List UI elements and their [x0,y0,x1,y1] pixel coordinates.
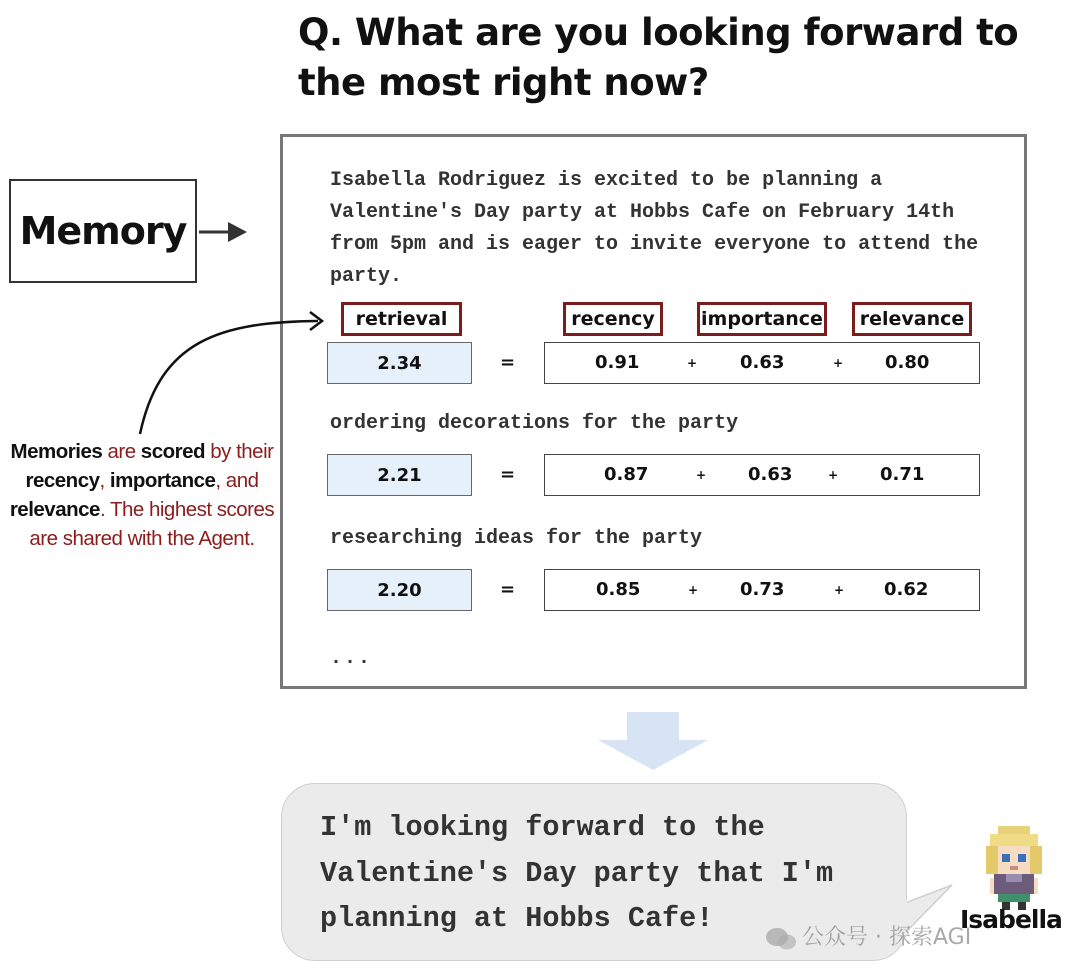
recency-value-2: 0.87 [604,464,649,485]
retrieval-score-1: 2.34 [327,342,472,384]
isabella-avatar-icon [982,826,1046,910]
label-relevance-text: relevance [859,308,965,330]
agent-name: Isabella [960,905,1062,934]
plus-sign: + [687,356,698,370]
watermark-text: 公众号 · 探索AGI [802,925,972,950]
annotation-word: , [99,469,110,492]
relevance-value-3: 0.62 [884,579,929,600]
retrieval-score-3: 2.20 [327,569,472,611]
annotation-bold: importance [109,469,216,492]
annotation-word: , and [215,469,259,492]
arrow-right-icon [199,222,247,242]
plus-sign: + [828,468,839,482]
memory-1-text: Isabella Rodriguez is excited to be planning a Valentine's Day party at Hobbs Cafe on February 14th from 5pm and is eager to invite everyone to attend the party. [330,169,979,288]
annotation-word: . The highest scores are shared with the Agent. [29,498,275,550]
annotation-word: are [102,440,141,463]
equals-sign-3: = [500,579,516,600]
agent-response: I'm looking forward to the Valentine's Day party that I'm planning at Hobbs Cafe! [320,811,834,935]
plus-sign: + [696,468,707,482]
importance-value-2: 0.63 [748,464,793,485]
memory-label: Memory [19,209,187,253]
plus-sign: + [834,583,845,597]
recency-value-1: 0.91 [595,352,640,373]
relevance-value-1: 0.80 [885,352,930,373]
label-importance-text: importance [701,308,823,330]
relevance-value-2: 0.71 [880,464,925,485]
annotation-bold: relevance [9,498,100,521]
question-title: Q. What are you looking forward to the most right now? [298,11,1019,104]
curved-arrow-icon [140,312,322,434]
plus-sign: + [688,583,699,597]
plus-sign: + [833,356,844,370]
memory-2-text: ordering decorations for the party [330,412,739,435]
equals-sign-2: = [500,464,516,485]
annotation-bold: Memories [10,440,103,463]
equals-sign-1: = [500,352,516,373]
retrieval-score-2: 2.21 [327,454,472,496]
memory-3-text: researching ideas for the party [330,527,703,550]
recency-value-3: 0.85 [596,579,641,600]
label-recency-text: recency [571,308,655,330]
annotation-bold: recency [25,469,100,492]
label-retrieval-text: retrieval [355,308,448,330]
importance-value-3: 0.73 [740,579,785,600]
importance-value-1: 0.63 [740,352,785,373]
down-arrow-icon [598,712,708,770]
annotation-word: by their [205,440,274,463]
wechat-icon [764,926,798,952]
ellipsis: ... [330,647,373,670]
annotation-bold: scored [140,440,206,463]
